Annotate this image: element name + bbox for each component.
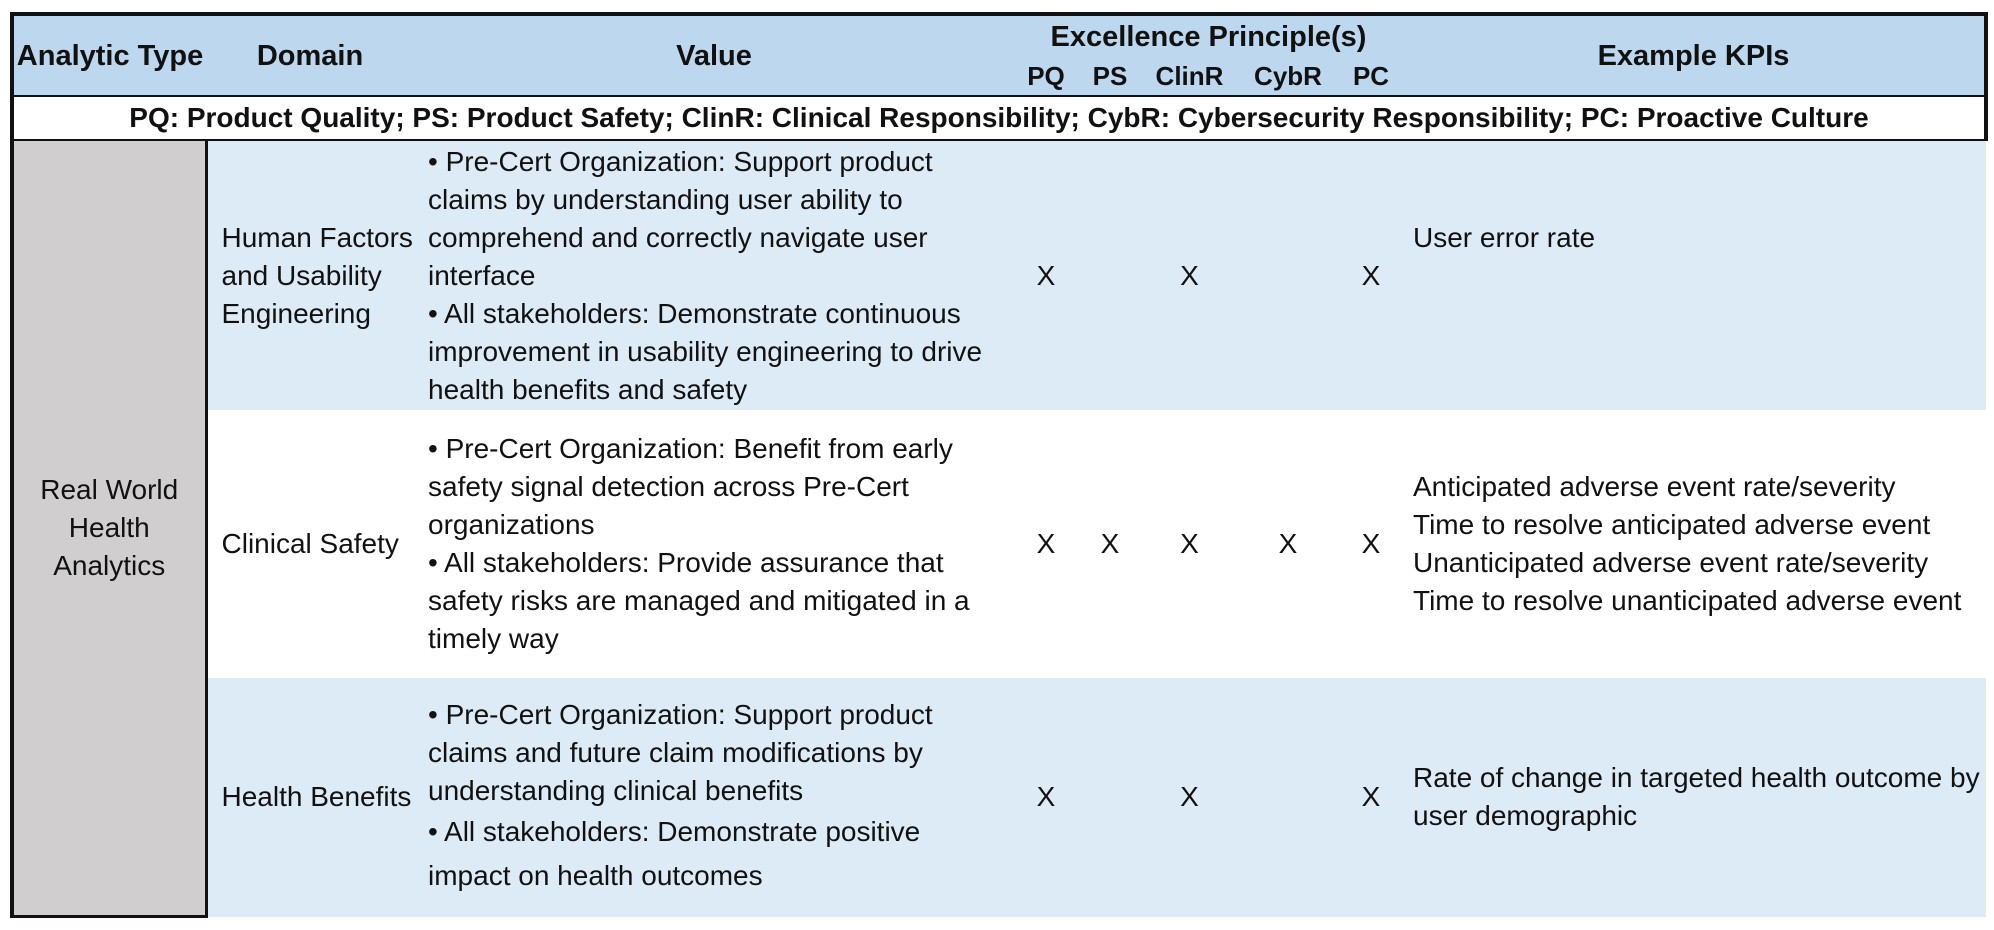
mark-pq: X (1014, 678, 1078, 916)
header-domain: Domain (206, 14, 414, 96)
row-domain: Health Benefits (206, 678, 414, 916)
header-example-kpis: Example KPIs (1403, 14, 1986, 96)
value-item: • Pre-Cert Organization: Benefit from early safety signal detection across Pre-Cert organizations (428, 433, 953, 541)
kpi-table (10, 12, 1988, 918)
mark-pc: X (1339, 140, 1403, 410)
kpi-item: User error rate (1413, 222, 1596, 254)
row-kpis (1403, 410, 1986, 678)
value-item: • All stakeholders: Demonstrate continuous improvement in usability engineering to drive health benefits and safety (428, 297, 983, 405)
value-item: • Pre-Cert Organization: Support product claims and future claim modifications by understanding clinical benefits (428, 699, 933, 807)
header-excellence-principles: Excellence Principle(s) (1014, 14, 1403, 58)
mark-ps (1078, 678, 1142, 916)
mark-cybr: X (1237, 410, 1339, 678)
header-principle-pq: PQ (1014, 58, 1078, 96)
kpi-item: Rate of change in targeted health outcome by user demographic (1413, 762, 1980, 832)
kpi-item: Anticipated adverse event rate/severity (1413, 471, 1896, 503)
kpi-item: Time to resolve anticipated adverse event (1413, 509, 1931, 541)
mark-ps: X (1078, 410, 1142, 678)
row-value (414, 410, 1014, 678)
mark-clinr: X (1142, 140, 1237, 410)
mark-ps (1078, 140, 1142, 410)
value-item: • All stakeholders: Provide assurance that safety risks are managed and mitigated in a timely way (428, 547, 970, 655)
header-principle-ps: PS (1078, 58, 1142, 96)
header-principle-pc: PC (1339, 58, 1403, 96)
header-principle-cybr: CybR (1237, 58, 1339, 96)
mark-pc: X (1339, 410, 1403, 678)
value-item: • All stakeholders: Demonstrate positive impact on health outcomes (428, 816, 921, 892)
header-principle-clinr: ClinR (1142, 58, 1237, 96)
row-kpis (1403, 140, 1986, 410)
row-value (414, 678, 1014, 916)
mark-pq: X (1014, 410, 1078, 678)
mark-clinr: X (1142, 410, 1237, 678)
header-value: Value (414, 14, 1014, 96)
mark-pq: X (1014, 140, 1078, 410)
row-domain: Human Factors and Usability Engineering (206, 140, 414, 410)
mark-pc: X (1339, 678, 1403, 916)
kpi-item: Unanticipated adverse event rate/severity (1413, 547, 1929, 579)
mark-cybr (1237, 678, 1339, 916)
mark-clinr: X (1142, 678, 1237, 916)
row-value (414, 140, 1014, 410)
row-kpis (1403, 678, 1986, 916)
kpi-item: Time to resolve unanticipated adverse event (1413, 585, 1962, 617)
row-domain: Clinical Safety (206, 410, 414, 678)
principle-legend: PQ: Product Quality; PS: Product Safety; ClinR: Clinical Responsibility; CybR: Cybersecurity Responsibility; PC: Proactive Culture (12, 96, 1986, 140)
mark-cybr (1237, 140, 1339, 410)
value-item: • Pre-Cert Organization: Support product claims by understanding user ability to comprehend and correctly navigate user interface (428, 145, 933, 291)
header-analytic-type: Analytic Type (12, 14, 206, 96)
analytic-type-cell: Real World Health Analytics (12, 140, 206, 916)
